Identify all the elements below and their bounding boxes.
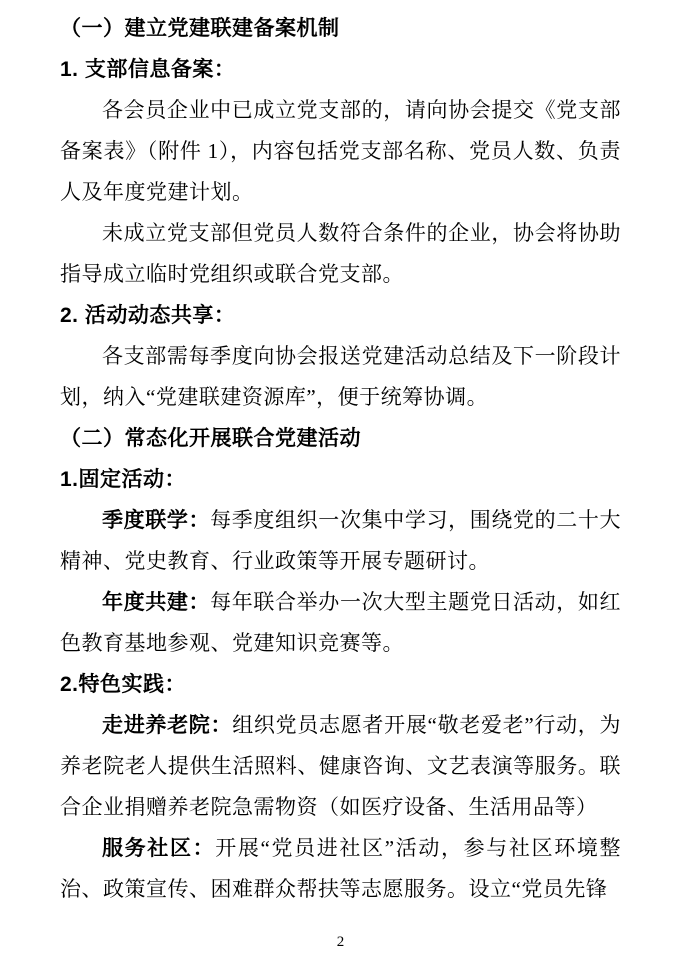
paragraph xyxy=(60,500,621,582)
page-number: 2 xyxy=(336,934,345,950)
paragraph xyxy=(60,705,621,828)
document-content xyxy=(60,8,621,910)
heading-text: 1.固定活动： xyxy=(60,468,187,491)
paragraph-text: 开展“党员进社区”活动，参与社区环境整治、政策宣传、困难群众帮扶等志愿服务。设立“党员先锋 xyxy=(60,836,622,901)
paragraph xyxy=(60,213,621,295)
paragraph xyxy=(60,336,621,418)
heading xyxy=(60,459,621,500)
heading-text: 1. 支部信息备案： xyxy=(60,58,236,81)
paragraph xyxy=(60,582,621,664)
paragraph-lead: 服务社区： xyxy=(102,837,216,860)
paragraph-text: 每季度组织一次集中学习，围绕党的二十大精神、党史教育、行业政策等开展专题研讨。 xyxy=(60,508,622,573)
heading xyxy=(60,418,621,459)
paragraph-text: 未成立党支部但党员人数符合条件的企业，协会将协助指导成立临时党组织或联合党支部。 xyxy=(60,221,621,286)
paragraph xyxy=(60,828,621,910)
paragraph-text: 每年联合举办一次大型主题党日活动，如红色教育基地参观、党建知识竞赛等。 xyxy=(60,590,622,655)
paragraph-lead: 走进养老院： xyxy=(102,714,233,737)
paragraph xyxy=(60,90,621,213)
paragraph-text: 各支部需每季度向协会报送党建活动总结及下一阶段计划，纳入“党建联建资源库”，便于统筹协调。 xyxy=(60,344,621,409)
paragraph-lead: 季度联学： xyxy=(102,509,211,532)
heading xyxy=(60,664,621,705)
heading-text: （一）建立党建联建备案机制 xyxy=(60,17,340,40)
heading xyxy=(60,8,621,49)
heading xyxy=(60,49,621,90)
heading xyxy=(60,295,621,336)
heading-text: 2.特色实践： xyxy=(60,673,187,696)
paragraph-lead: 年度共建： xyxy=(102,591,211,614)
paragraph-text: 各会员企业中已成立党支部的，请向协会提交《党支部备案表》（附件 1），内容包括党支部名称、党员人数、负责人及年度党建计划。 xyxy=(60,98,621,204)
heading-text: 2. 活动动态共享： xyxy=(60,304,236,327)
heading-text: （二）常态化开展联合党建活动 xyxy=(60,427,361,450)
paragraph-text: 组织党员志愿者开展“敬老爱老”行动，为养老院老人提供生活照料、健康咨询、文艺表演等服务。联合企业捐赠养老院急需物资（如医疗设备、生活用品等） xyxy=(60,713,622,819)
page-footer xyxy=(0,933,681,951)
